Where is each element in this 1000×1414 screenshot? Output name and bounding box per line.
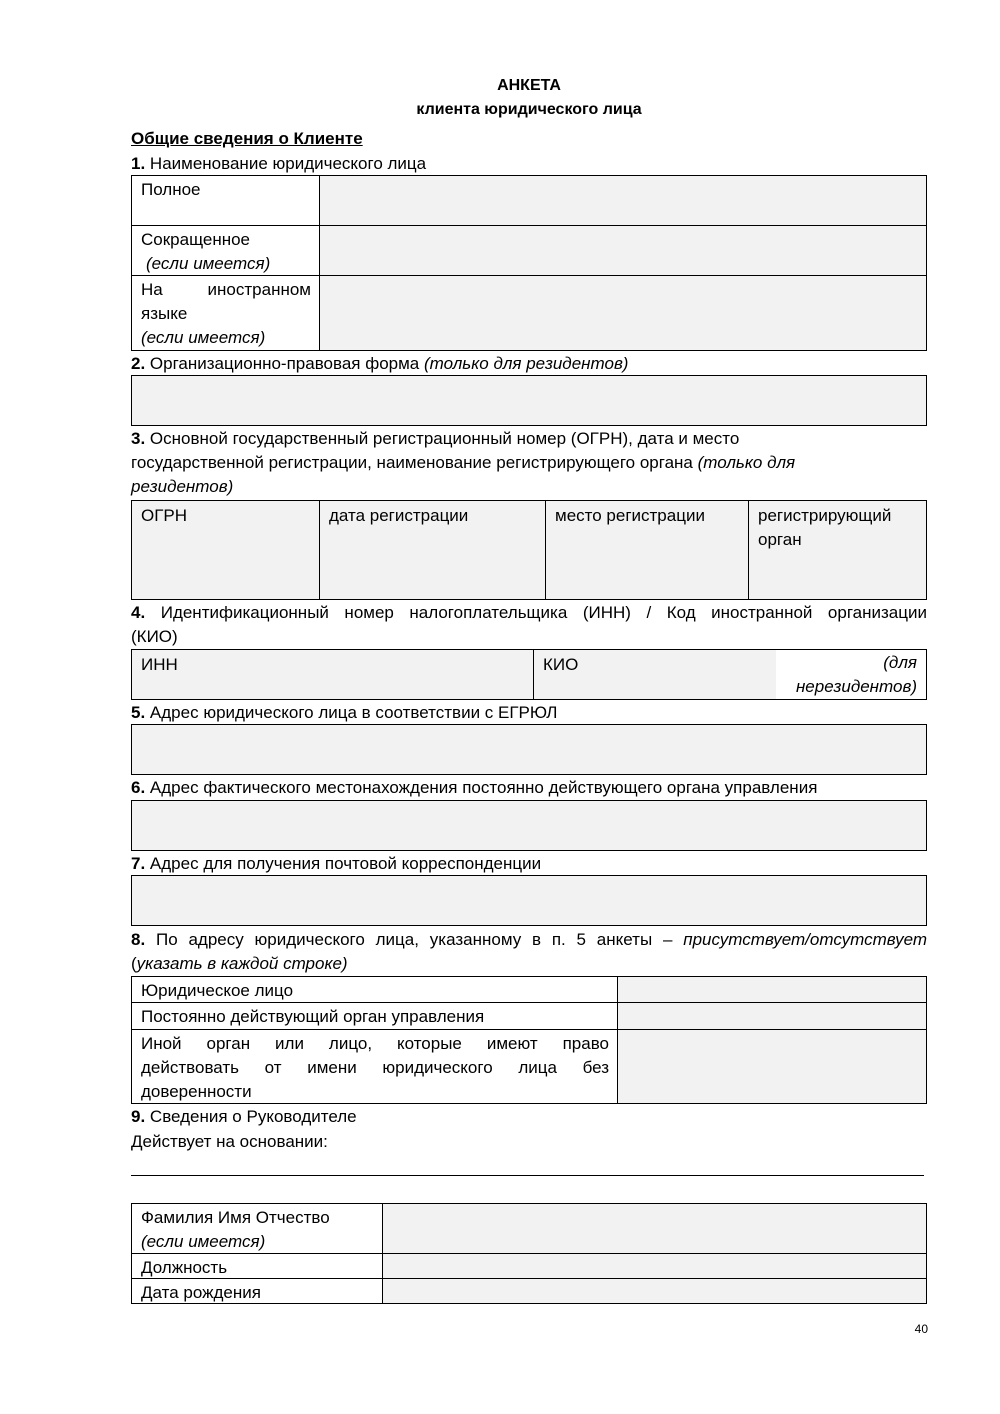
s8-label: 8. По адресу юридического лица, указанному в п. 5 анкеты – присутствует/отсутствует (указать в каждой строке) [131,930,927,973]
s6-field[interactable] [131,800,927,851]
s1-short-field[interactable] [320,226,926,275]
s9-table [131,1203,927,1304]
s7-field[interactable] [131,875,927,926]
s8-row-other: Иной орган или лицо, которые имеют право действовать от имени юридического лица без доверенности [141,1034,609,1101]
s1-foreign-field[interactable] [320,276,926,350]
s1-label: 1. Наименование юридического лица [131,154,427,173]
s9-basis-line[interactable] [131,1175,924,1176]
s9-position-field[interactable] [383,1254,926,1278]
s1-foreign-label: На иностранном языке (если имеется) [141,280,311,347]
s1-full-label: Полное [141,180,201,199]
s1-table [131,175,927,351]
s8-row-body: Постоянно действующий орган управления [141,1007,485,1026]
section-heading: Общие сведения о Клиенте [131,129,363,148]
s8-field-legal[interactable] [618,977,926,1002]
s4-kio-field[interactable]: КИО [543,655,579,674]
s1-full-field[interactable] [320,176,926,225]
s9-position-label: Должность [141,1258,228,1277]
s9-birth-label: Дата рождения [141,1283,261,1302]
s1-short-label: Сокращенное (если имеется) [141,230,271,273]
s3-table [131,500,927,600]
s3-label: 3. Основной государственный регистрационный номер (ОГРН), дата и место государственной регистрации, наименование регистрирующего органа (только для резидентов) [131,429,796,496]
s3-col-org[interactable]: регистрирующий орган [758,506,892,549]
s9-fio-label: Фамилия Имя Отчество (если имеется) [141,1208,330,1251]
s6-label: 6. Адрес фактического местонахождения постоянно действующего органа управления [131,778,818,797]
s8-row-legal: Юридическое лицо [141,981,294,1000]
s4-table [131,649,927,700]
s8-field-body[interactable] [618,1003,926,1029]
s7-label: 7. Адрес для получения почтовой корреспонденции [131,854,542,873]
s4-label: 4. Идентификационный номер налогоплательщика (ИНН) / Код иностранной организации (КИО) [131,603,927,646]
s4-inn-field[interactable]: ИНН [141,655,178,674]
s8-field-other[interactable] [618,1030,926,1103]
page-subtitle: клиента юридического лица [416,101,642,118]
s2-label: 2. Организационно-правовая форма (только для резидентов) [131,354,629,373]
s3-col-ogrn[interactable]: ОГРН [141,506,188,525]
s3-col-place[interactable]: место регистрации [555,506,705,525]
s9-birth-field[interactable] [383,1279,926,1303]
page-title: АНКЕТА [497,77,561,94]
page-number: 40 [914,1322,928,1336]
s4-kio-note: (для нерезидентов) [776,650,926,699]
s9-fio-field[interactable] [383,1204,926,1253]
s3-col-date[interactable]: дата регистрации [329,506,469,525]
s9-label: 9. Сведения о Руководителе [131,1107,357,1126]
s5-label: 5. Адрес юридического лица в соответствии с ЕГРЮЛ [131,703,558,722]
s9-basis-label: Действует на основании: [131,1132,328,1151]
s5-field[interactable] [131,724,927,775]
s2-field[interactable] [131,375,927,426]
s8-table [131,976,927,1104]
